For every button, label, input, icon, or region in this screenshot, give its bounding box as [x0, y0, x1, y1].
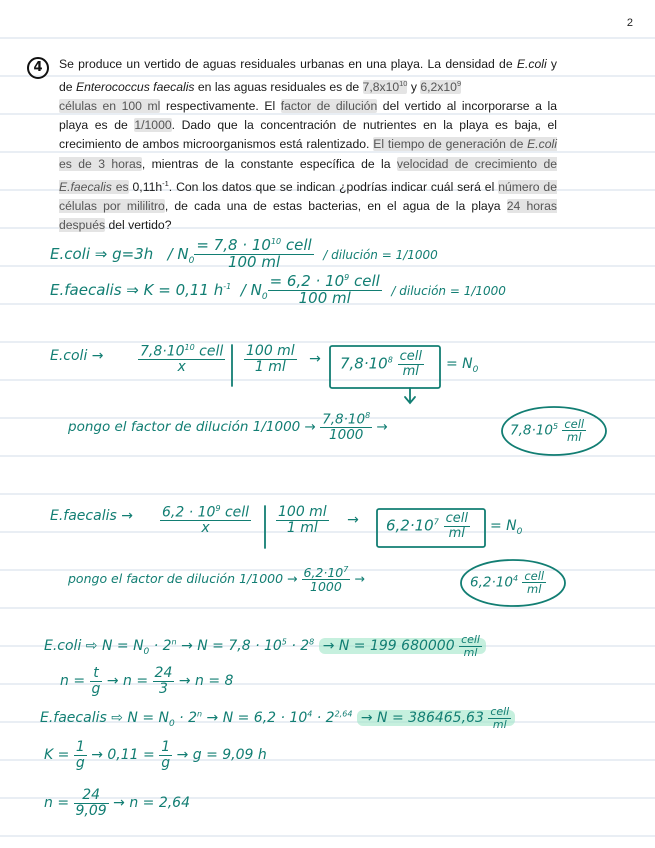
note-generation-time: K = $\frac{1}{g}$ → 0,11 = $\frac{1}{g}$ → g = 9,09 h	[44, 739, 267, 771]
highlight-cells-per-100ml: células en 100 ml	[59, 99, 161, 114]
problem-text-part: y de	[59, 57, 558, 95]
highlight-24-hours: 24 horas después	[59, 198, 557, 232]
note-ecoli-dilution: pongo el factor de dilución 1/1000 → $\frac{7,8\cdot 10^8}{1000}$ →	[68, 411, 388, 443]
problem-text-part: Se produce un vertido de aguas residuales urbanas en una playa. La densidad de	[59, 57, 517, 71]
problem-number: 4	[27, 57, 49, 79]
note-efaecalis-growth: E.faecalis ⇨ $N = N_0 \cdot 2^n \to N = 6,2 \cdot 10^4 \cdot 2^{2,64} \to N = 386465,63$ $\frac{\text{cell}}{ml}$	[40, 706, 515, 730]
note-ecoli-data: E.coli ⇒ g=3h / $N_0$ $\frac{= 7,8 \cdot 10^{10} cell}{100 ml}$ / dilución = 1/1000	[50, 236, 438, 271]
problem-text-part: . Con los datos que se indican ¿podrías indicar cuál será el	[168, 179, 499, 194]
ecoli-conversion-fraction-2: $\frac{100 ml}{1 ml}$ →	[246, 343, 321, 375]
efaecalis-n0-box: $6,2\cdot 10^7$ $\frac{\text{cell}}{ml}$	[386, 511, 468, 541]
highlight-density-ecoli: $7,8x10^{10}$	[362, 79, 408, 95]
growth-constant: $0,11h^{-1}$	[128, 178, 169, 194]
problem-text-part: del vertido?	[105, 217, 172, 232]
highlight-density-efaecalis: $6,2x10^9$	[420, 79, 462, 95]
ecoli-final-result: → N = 199 680000 $\frac{\text{cell}}{ml}$	[319, 638, 486, 654]
highlight-generation-time: El tiempo de generación de E.coli es de 3 horas	[59, 137, 557, 171]
highlight-cells-per-ml: número de células por mililitro	[59, 179, 557, 213]
note-ecoli-generations: n = $\frac{t}{g}$ → n = $\frac{24}{3}$ → n = 8	[60, 665, 234, 697]
efaecalis-conversion-fraction-2: $\frac{100 ml}{1 ml}$ →	[278, 504, 359, 536]
efaecalis-conversion-fraction-1: $\frac{6,2 \cdot 10^9 cell}{x}$	[162, 504, 250, 537]
problem-text	[59, 55, 557, 235]
note-efaecalis-data: E.faecalis ⇒ K = 0,11 $h^{-1} / N_0$ $\frac{= 6,2 \cdot 10^9 cell}{100 ml}$ / dilución = 1/1000	[50, 272, 506, 307]
note-efaecalis-generations: n = $\frac{24}{9,09}$ → n = 2,64	[44, 787, 190, 819]
efaecalis-diluted-result: $6,2\cdot 10^4$ $\frac{\text{cell}}{ml}$	[470, 569, 545, 597]
note-ecoli-growth: E.coli ⇨ $N = N_0 \cdot 2^n \to N = 7,8 \cdot 10^5 \cdot 2^8 \to N = 199$ 680000 $\frac{\text{cell}}{ml}$	[44, 634, 486, 658]
highlight-dilution-value: 1/1000	[134, 118, 172, 133]
problem-text-part: del vertido al incorporarse a la playa es de	[59, 99, 557, 133]
problem-statement	[27, 55, 557, 235]
ecoli-n0-label: = $N_0$	[446, 356, 479, 375]
problem-text-part: respectivamente. El	[160, 99, 281, 114]
problem-text-part: , mientras de la constante específica de la	[141, 156, 397, 171]
highlight-growth-rate: velocidad de crecimiento de E.faecalis es	[59, 156, 558, 194]
problem-text-part: , de cada una de estas bacterias, en el agua de la playa	[164, 198, 507, 213]
note-efaecalis-conversion: E.faecalis →	[50, 508, 133, 524]
problem-text-part: . Dado que la concentración de nutrientes en la playa es baja, el crecimiento de ambos microorganismos está ralentizado.	[59, 118, 557, 152]
ecoli-n0-box: $7,8\cdot 10^8$ $\frac{\text{cell}}{ml}$	[340, 349, 422, 379]
note-ecoli-conversion: E.coli →	[50, 348, 104, 364]
page-number: 2	[626, 17, 633, 29]
note-efaecalis-dilution: pongo el factor de dilución 1/1000 → $\frac{6,2\cdot 10^7}{1000}$ →	[68, 565, 365, 595]
efaecalis-final-result: → N = 386465,63 $\frac{\text{cell}}{ml}$	[357, 710, 515, 726]
ecoli-diluted-result: $7,8\cdot 10^5$ $\frac{\text{cell}}{ml}$	[510, 417, 585, 445]
problem-text-part: y	[407, 80, 421, 95]
species-efaecalis: Enterococcus faecalis	[75, 80, 195, 95]
problem-text-part: en las aguas residuales es de	[194, 80, 363, 95]
ecoli-conversion-fraction-1: $\frac{7,8\cdot 10^{10} cell}{x}$	[140, 343, 224, 376]
highlight-dilution-factor: factor de dilución	[280, 99, 378, 114]
species-ecoli: E.coli	[516, 57, 547, 71]
efaecalis-n0-label: = $N_0$	[490, 518, 523, 537]
